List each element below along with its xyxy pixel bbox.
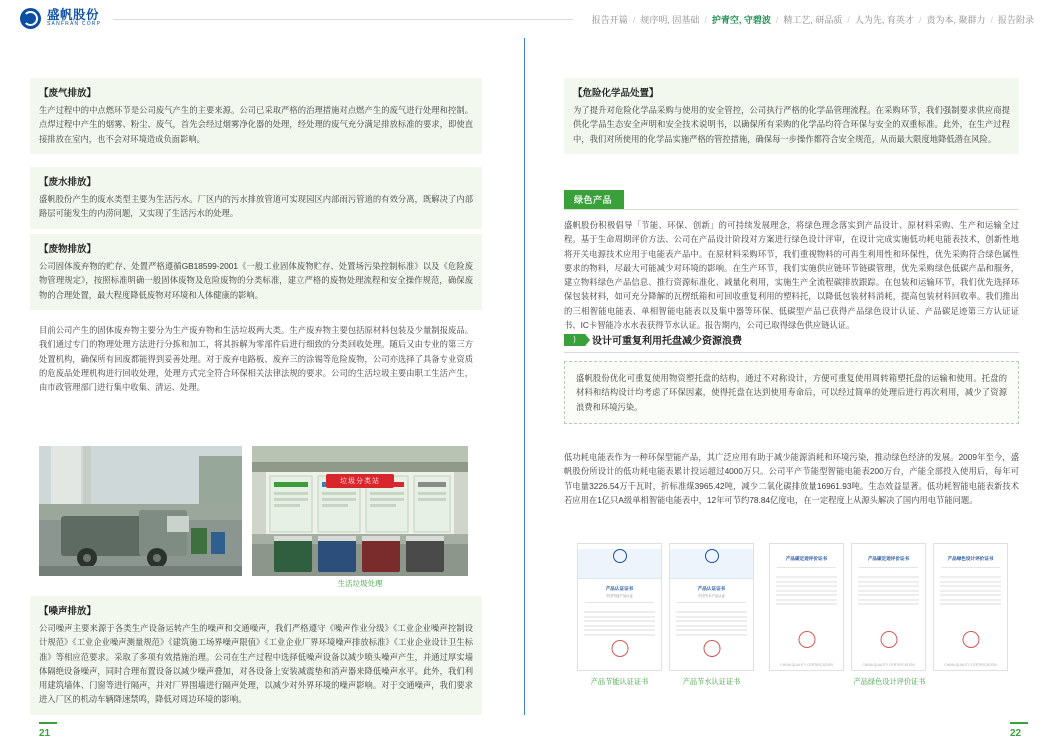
nav-item-2[interactable]: 护青空, 守碧波 (711, 15, 771, 25)
green-product-paragraph: 盛帆股份积极倡导「节能、环保、创新」的可持续发展理念，将绿色理念落实到产品设计、原材料采购、生产和运输全过程。基于生命周期评价方法、公司在产品设计阶段对方案进行绿色设计评审，在设计完成实施低功耗电能表技术，创新性地将开关电源技术应用于电能表产品中。在原材料采购环节，我们重视物料的可再生利用性和环保性，优先采购符合绿色属性要求的物料，尽最大可能减少对环境的影响。在生产环节，我们实施供应链环节链碳管理，优先采购绿色低碳产品和服务，建立物料绿色产品信息、推行资源标准化、减量化利用，实施生产全流程碳排放跟踪。在包装和运输环节，我们优先选择环保包装材料，如可充分降解的瓦楞纸箱和可回收重复利用的塑料托，以降低包装材料消耗，提高包装材料回收率。我们推出的三相智能电能表、单相智能电能表以及集中器等环保、低碳型产品已获得产品绿色设计认证、产品碳足迹第三方认证证书、IC卡智能冷水水表获得节水认证。报告期内，公司已取得绿色供应链认证。 (564, 220, 1019, 330)
certificate-body (578, 607, 661, 641)
low-power-meter-paragraph-wrap (564, 450, 1019, 507)
section-waste-gas (30, 78, 482, 154)
certificate-green-design-2 (933, 543, 1008, 671)
certificate-body (770, 572, 843, 610)
certificate-caption-water: 产品节水认证证书 (682, 677, 741, 686)
nav-item-3[interactable]: 精工艺, 研品质 (783, 15, 843, 25)
nav-separator: / (918, 14, 922, 25)
logo-mark-icon (20, 8, 41, 29)
certificate-footer: CHINA QUALITY CERTIFICATION (944, 663, 997, 667)
certificate-title: 产品认证证书 (697, 586, 726, 591)
certificate-green-design-1 (851, 543, 926, 671)
certificate-title: 产品认证证书 (605, 586, 634, 591)
certificate-title: 产品绿色设计评价证书 (947, 556, 994, 561)
nav-item-0[interactable]: 报告开篇 (591, 15, 628, 25)
certificate-seal-icon (962, 631, 979, 648)
pallet-subsection-title: 设计可重复利用托盘减少资源浪费 (592, 336, 742, 347)
certificate-water-saving (669, 543, 754, 671)
certificate-seal-icon (703, 640, 720, 657)
section-solid-waste-text: 公司固体废弃物的贮存、处置严格遵循GB18599-2001《一般工业固体废物贮存、处置场污染控制标准》以及《危险废物管理规定》，按照标准明确一般固体废物及危险废物的分类标准，建立严格的废物处理流程和安全操作规范，确保废物的合理处置，最大程度降低废物对环境和人体健康的影响。 (39, 261, 473, 300)
section-hazardous-chemicals-text: 为了提升对危险化学品采购与使用的安全管控，公司执行严格的化学品管理流程。在采购环节，我们强制要求供应商提供化学品生态安全声明和安全技术说明书，以确保所有采购的化学品均符合环保与安全的双重标准。此外，在生产过程中，我们对所使用的化学品实施严格的管控措施，确保每一步操作都符合安全规范，从而最大限度地降低潜在风险。 (573, 105, 1010, 144)
low-power-meter-paragraph: 低功耗电能表作为一种环保型能产品，其广泛应用有助于减少能源消耗和环境污染，推动绿色经济的发展。2009年至今，盛帆股份所设计的低功耗电能表累计投运超过4000万只。公司平产节能型智能电能表200万台，产能全部投入使用后，每年可节电量3226.54万千瓦时，折标准煤3965.42吨，减少二氧化碳排放量16961.93吨。生态效益显著。低功耗智能电能表新技术若应用在1亿只A级单相智能电能表中，12年可节约78.84亿度电，在一定程度上从源头解决了国内用电节能问题。 (564, 452, 1019, 505)
section-solid-waste-detail-text: 目前公司产生的固体废弃物主要分为生产废弃物和生活垃圾两大类。生产废弃物主要包括原材料包装及少量制报废品。我们通过专门的物理处理方法进行分拣和加工，将其拆解为零部件后进行细致的分类回收处理。随后又由专业的第三方处置机构，确保所有回废都能得到妥善处理。对于废弃电路板、废弃三的涂锡等危险废物，公司亦选择了具备专业资质的危废品处理机构进行回收处理，处理方式完全符合环保相关法律法规的要求。公司的生活垃圾主要由职工生活产生，由市政管理部门进行集中收集、清运、处理。 (39, 325, 473, 393)
section-noise-heading: 【噪声排放】 (39, 606, 97, 617)
certificate-footer: CHINA QUALITY CERTIFICATION (780, 663, 833, 667)
green-product-header (564, 190, 1019, 210)
nav-item-4[interactable]: 人为先, 育英才 (854, 15, 914, 25)
section-waste-water-heading: 【废水排放】 (39, 177, 97, 188)
green-product-body (564, 218, 1019, 332)
document-header (0, 0, 1053, 38)
certificate-title: 产品碳足迹评价证书 (867, 556, 910, 561)
nav-item-1[interactable]: 规序明, 固基础 (640, 15, 700, 25)
certificate-seal-icon (798, 631, 815, 648)
certificate-seal-icon (611, 640, 628, 657)
section-solid-waste (30, 234, 482, 310)
page-number-rule-left (39, 722, 57, 724)
certificate-subtitle: 中国节能产品认证 (605, 593, 634, 598)
top-navigation (587, 13, 1039, 26)
brand-name-en: SANFRAN CORP (47, 21, 102, 28)
section-waste-water-text: 盛帆股份产生的废水类型主要为生活污水。厂区内的污水排放管道可实现园区内部雨污管道的有效分离，既解决了内部路层可能发生的内涝问题，又实现了生活污水的处理。 (39, 194, 473, 219)
photo-garbage-truck (39, 446, 242, 576)
pallet-subsection-text: 盛帆股份优化可重复使用物资塑托盘的结构，通过不对称设计，方便可重复使用周转箱塑托盘的运输和使用。托盘的材料和结构设计均考虑了环保因素，使得托盘在达到使用寿命后，可以经过简单的处理后进行再次利用，减少了资源浪费和环境污染。 (576, 373, 1007, 412)
arrow-chip-icon: ⟩ (564, 334, 585, 346)
section-waste-water (30, 167, 482, 229)
certificate-footer: CHINA QUALITY CERTIFICATION (862, 663, 915, 667)
green-product-tab: 绿色产品 (564, 190, 624, 209)
certificate-caption-energy: 产品节能认证证书 (590, 677, 649, 686)
certificate-carbon-footprint (769, 543, 844, 671)
section-waste-gas-heading: 【废气排放】 (39, 88, 97, 99)
left-page (0, 38, 520, 739)
pallet-subsection-box (564, 361, 1019, 424)
certificate-subtitle: 中国节水产品认证 (697, 593, 726, 598)
section-noise-text: 公司噪声主要来源于各类生产设备运转产生的噪声和交通噪声，我们严格遵守《噪声作业分级》《工业企业噪声控制设计规范》《工业企业噪声测量规范》《建筑施工场界噪声限值》《工业企业厂界环境噪声排放标准》《工业企业设计卫生标准》等相应范要求。采取了多项有效措施治理。公司在生产过程中选择低噪声设备以减少喷头噪声产生，并通过厚实墙体隔绝设备噪声，同时合理布置设备以减少噪声叠加，对各设备上安装减震垫和消声器来降低噪声水平。此外，我们利用建筑墙体、门窗等进行隔声，并对厂界围墙进行隔声处理，以减少对外界环境的噪声影响。对于交通噪声，我们要求进入厂区的机动车辆降速禁鸣，降低对周边环境的影响。 (39, 623, 473, 705)
right-page (524, 38, 1053, 739)
section-solid-waste-detail (30, 323, 482, 394)
nav-item-5[interactable]: 责为本, 聚群力 (926, 15, 986, 25)
section-solid-waste-heading: 【废物排放】 (39, 244, 97, 255)
page-number-left: 21 (39, 728, 51, 739)
nav-separator: / (632, 14, 636, 25)
brand-logo (20, 8, 101, 29)
photo-caption: 生活垃圾处理 (337, 579, 383, 588)
nav-separator: / (704, 14, 707, 25)
pallet-subsection (564, 332, 1019, 424)
brand-name-cn: 盛帆股份 (47, 8, 100, 23)
page-number-right: 22 (1010, 728, 1022, 739)
certificate-body (934, 572, 1007, 610)
section-noise (30, 596, 482, 715)
section-hazardous-chemicals (564, 78, 1019, 154)
section-hazardous-chemicals-heading: 【危险化学品处置】 (573, 88, 659, 99)
certificate-body (670, 607, 753, 641)
nav-separator: / (775, 14, 779, 25)
nav-separator: / (990, 14, 993, 25)
nav-item-6[interactable]: 报告附录 (997, 15, 1034, 25)
certificate-seal-icon (880, 631, 897, 648)
page-number-rule-right (1010, 722, 1028, 724)
recycling-station-sign: 垃圾分类站 (326, 474, 394, 488)
certificate-gallery (577, 543, 1008, 671)
nav-separator: / (847, 14, 850, 25)
header-divider (113, 19, 573, 20)
certificate-title: 产品碳足迹评价证书 (785, 556, 828, 561)
green-product-rule (564, 209, 1019, 210)
certificate-body (852, 572, 925, 610)
certificate-caption-green-design: 产品绿色设计评价证书 (853, 677, 926, 686)
certificate-energy-saving (577, 543, 662, 671)
section-waste-gas-text: 生产过程中的中点燃环节是公司废气产生的主要来源。公司已采取严格的治理措施对点燃产生的废气进行处理和控制。点焊过程中产生的烟雾、粉尘、废气，首先会经过烟雾净化器的处理，经处理的废气充分满足排放标准的要求，即使直接排放在室内，也不会对环境造成负面影响。 (39, 105, 473, 144)
photo-recycling-station (252, 446, 468, 576)
